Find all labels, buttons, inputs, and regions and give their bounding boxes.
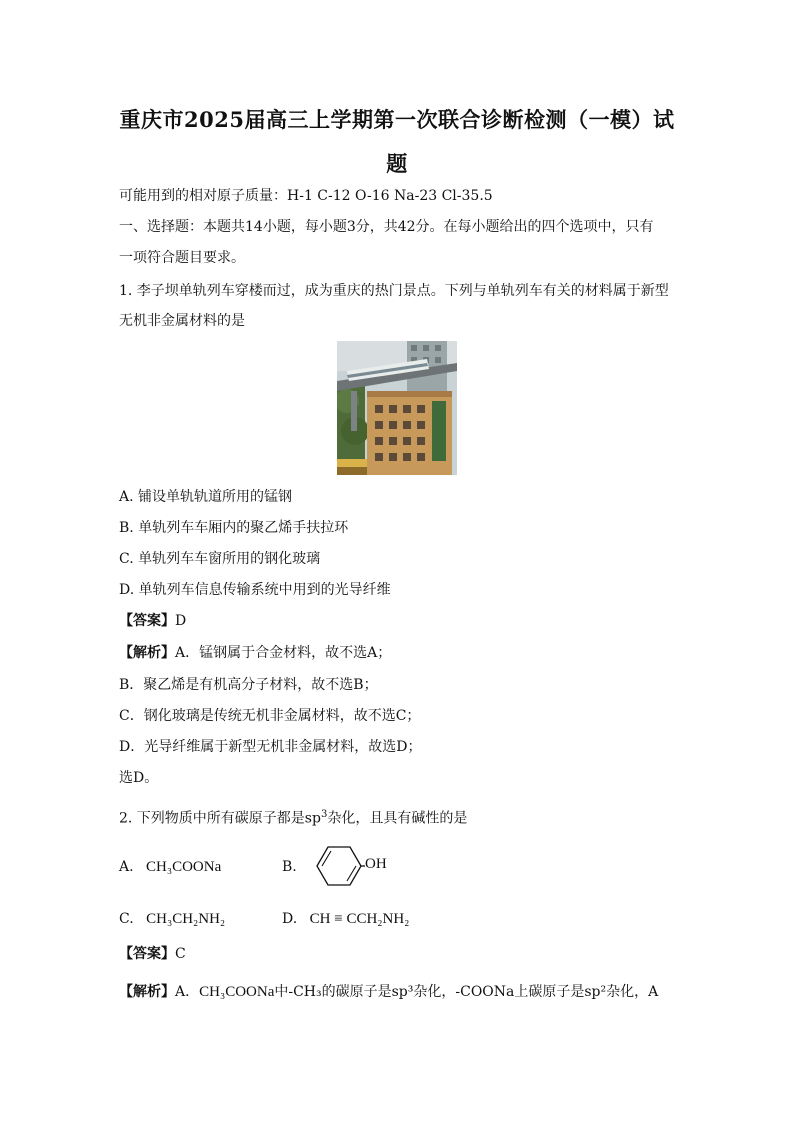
analysis-formula: CH₃COONa [199, 984, 275, 1000]
analysis-text: A．锰钢属于合金材料，故不选A； [175, 645, 392, 661]
option-formula: CH₃CH₂NH₂ [146, 911, 226, 927]
option-label: A. [119, 859, 134, 875]
q1-analysis-d: D．光导纤维属于新型无机非金属材料，故选D； [119, 739, 422, 755]
q2-answer [119, 944, 186, 964]
q2-stem-post: 杂化，且具有碱性的是 [327, 810, 468, 827]
analysis-text-rest: 中-CH₃的碳原子是sp³杂化，-COONa上碳原子是sp²杂化，A [274, 984, 659, 1000]
q1-analysis-c: C．钢化玻璃是传统无机非金属材料，故不选C； [119, 708, 421, 724]
q1-analysis-a [119, 643, 391, 663]
section-instructions-line2: 一项符合题目要求。 [119, 250, 245, 266]
analysis-text: A． [175, 984, 200, 1000]
q1-conclusion: 选D。 [119, 770, 159, 786]
option-formula: CH ≡ CCH₂NH₂ [309, 911, 410, 927]
option-label: D. [282, 911, 298, 927]
q1-option-b: B. 单轨列车车厢内的聚乙烯手扶拉环 [119, 520, 349, 536]
answer-value: D [175, 613, 187, 629]
answer-value: C [175, 946, 186, 962]
q2-option-d [282, 909, 409, 929]
option-label: C. [119, 911, 134, 927]
q2-option-c [119, 909, 225, 929]
q1-analysis-b: B．聚乙烯是有机高分子材料，故不选B； [119, 677, 378, 693]
hydroxyl-group: OH [365, 856, 387, 872]
answer-label: 【答案】 [119, 613, 175, 629]
q2-stem-sup: 3 [320, 809, 328, 820]
q2-option-a [119, 857, 221, 877]
answer-label: 【答案】 [119, 946, 175, 962]
option-formula: CH₃COONa [146, 859, 222, 875]
monorail-building-image [337, 341, 457, 475]
benzene-ring-icon [305, 844, 405, 888]
page-title-continued: 题 [386, 151, 408, 176]
q1-answer [119, 611, 186, 631]
analysis-label: 【解析】 [119, 984, 175, 1000]
q2-analysis-a [119, 982, 658, 1002]
atomic-masses-note: 可能用到的相对原子质量：H-1 C-12 O-16 Na-23 Cl-35.5 [119, 188, 493, 204]
q1-stem-line2: 无机非金属材料的是 [119, 313, 245, 329]
section-instructions-line1: 一、选择题：本题共14小题，每小题3分，共42分。在每小题给出的四个选项中，只有 [119, 219, 654, 235]
q2-option-b-label: B. [282, 859, 297, 875]
phenol-structure [305, 844, 405, 888]
monorail-photo [337, 341, 457, 475]
analysis-label: 【解析】 [119, 645, 175, 661]
q1-option-a: A. 铺设单轨轨道所用的锰钢 [119, 489, 293, 505]
page-title: 重庆市2025届高三上学期第一次联合诊断检测（一模）试 [119, 107, 675, 132]
q1-option-c: C. 单轨列车车窗所用的钢化玻璃 [119, 551, 321, 567]
q1-stem-line1: 1. 李子坝单轨列车穿楼而过，成为重庆的热门景点。下列与单轨列车有关的材料属于新型 [119, 283, 669, 299]
q1-option-d: D. 单轨列车信息传输系统中用到的光导纤维 [119, 582, 391, 598]
q2-stem [119, 805, 467, 829]
q2-stem-pre: 2. 下列物质中所有碳原子都是sp [119, 810, 321, 827]
